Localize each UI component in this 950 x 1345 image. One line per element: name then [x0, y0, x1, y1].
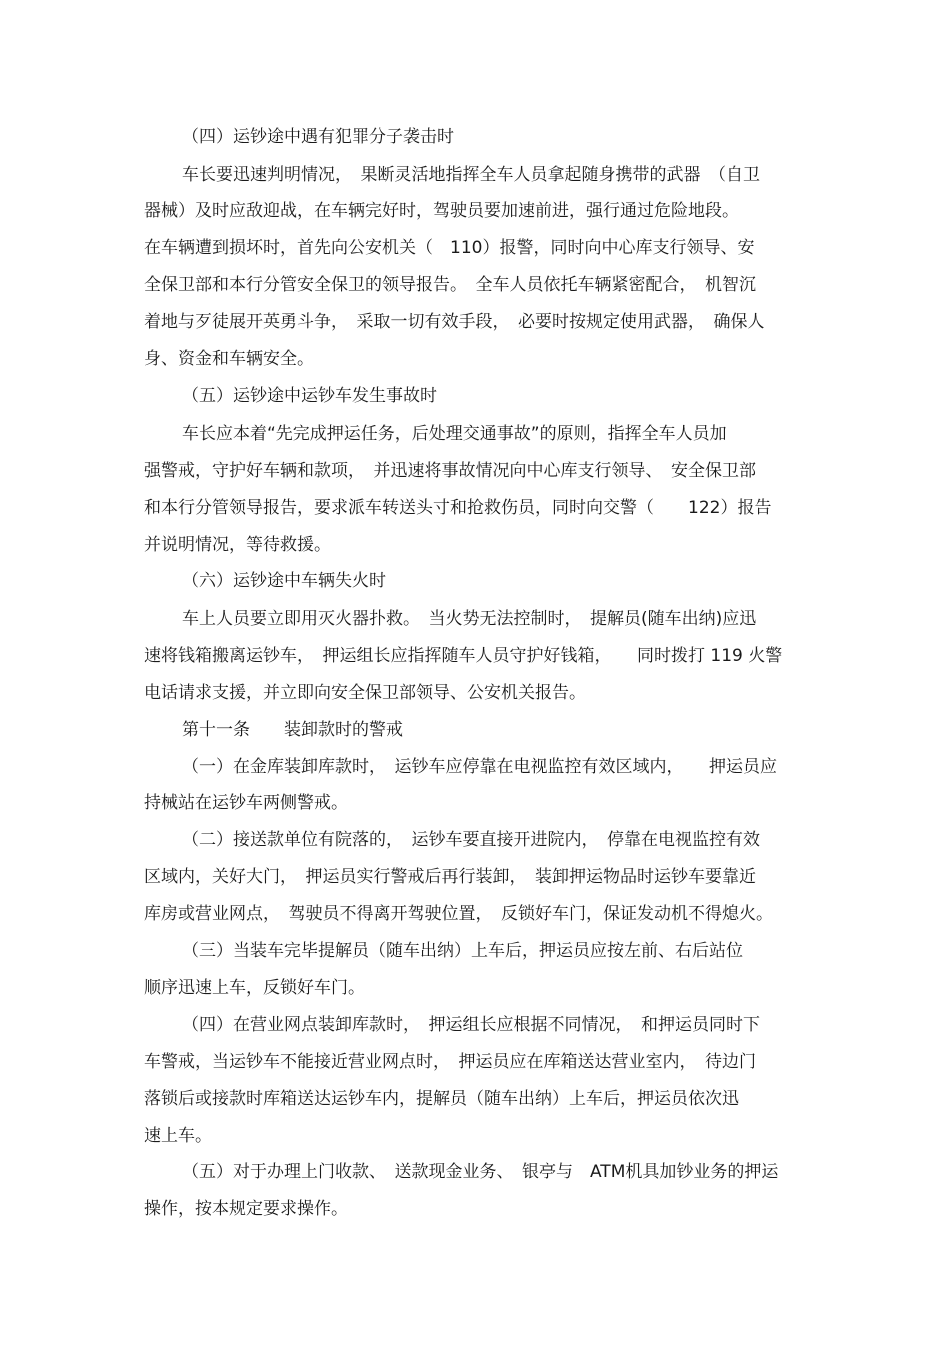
text-line: 和本行分管领导报告，要求派车转送头寸和抢救伤员，同时向交警（ 122）报告 — [144, 498, 772, 518]
text-line: （二）接送款单位有院落的， 运钞车要直接开进院内， 停靠在电视监控有效 — [182, 830, 760, 850]
text-line: 身、资金和车辆安全。 — [144, 349, 314, 369]
text-line: 持械站在运钞车两侧警戒。 — [144, 793, 348, 813]
text-line: （三）当装车完毕提解员（随车出纳）上车后，押运员应按左前、右后站位 — [182, 941, 743, 961]
text-line: 在车辆遭到损坏时，首先向公安机关（ 110）报警，同时向中心库支行领导、安 — [144, 238, 755, 258]
text-line: 车上人员要立即用灭火器扑救。 当火势无法控制时， 提解员(随车出纳)应迅 — [182, 609, 757, 629]
text-line: （一）在金库装卸库款时， 运钞车应停靠在电视监控有效区域内， 押运员应 — [182, 757, 777, 777]
text-line: 库房或营业网点， 驾驶员不得离开驾驶位置， 反锁好车门，保证发动机不得熄火。 — [144, 904, 773, 924]
text-line: 车长要迅速判明情况， 果断灵活地指挥全车人员拿起随身携带的武器 （自卫 — [182, 165, 760, 185]
text-line: 电话请求支援，并立即向安全保卫部领导、公安机关报告。 — [144, 683, 586, 703]
text-line: （四）在营业网点装卸库款时， 押运组长应根据不同情况， 和押运员同时下 — [182, 1015, 760, 1035]
text-line: 全保卫部和本行分管安全保卫的领导报告。 全车人员依托车辆紧密配合， 机智沉 — [144, 275, 756, 295]
text-line: 落锁后或接款时库箱送达运钞车内，提解员（随车出纳）上车后，押运员依次迅 — [144, 1089, 739, 1109]
text-line: 顺序迅速上车，反锁好车门。 — [144, 978, 365, 998]
text-line: 着地与歹徒展开英勇斗争， 采取一切有效手段， 必要时按规定使用武器， 确保人 — [144, 312, 765, 332]
text-line: 器械）及时应敌迎战，在车辆完好时，驾驶员要加速前进，强行通过危险地段。 — [144, 201, 739, 221]
text-line: 车警戒，当运钞车不能接近营业网点时， 押运员应在库箱送达营业室内， 待边门 — [144, 1052, 756, 1072]
text-line: 第十一条 装卸款时的警戒 — [182, 720, 403, 740]
text-line: 区域内，关好大门， 押运员实行警戒后再行装卸， 装卸押运物品时运钞车要靠近 — [144, 867, 756, 887]
text-line: （五）运钞途中运钞车发生事故时 — [182, 386, 437, 406]
text-line: （六）运钞途中车辆失火时 — [182, 571, 386, 591]
text-line: 速将钱箱搬离运钞车， 押运组长应指挥随车人员守护好钱箱， 同时拨打 119 火警 — [144, 646, 783, 666]
text-line: 强警戒，守护好车辆和款项， 并迅速将事故情况向中心库支行领导、 安全保卫部 — [144, 461, 756, 481]
text-line: 操作，按本规定要求操作。 — [144, 1199, 348, 1219]
text-line: 速上车。 — [144, 1126, 212, 1146]
text-line: （四）运钞途中遇有犯罪分子袭击时 — [182, 127, 454, 147]
text-line: 车长应本着“先完成押运任务，后处理交通事故”的原则，指挥全车人员加 — [182, 424, 727, 444]
text-line: （五）对于办理上门收款、 送款现金业务、 银亭与 ATM机具加钞业务的押运 — [182, 1162, 779, 1182]
text-line: 并说明情况，等待救援。 — [144, 535, 331, 555]
